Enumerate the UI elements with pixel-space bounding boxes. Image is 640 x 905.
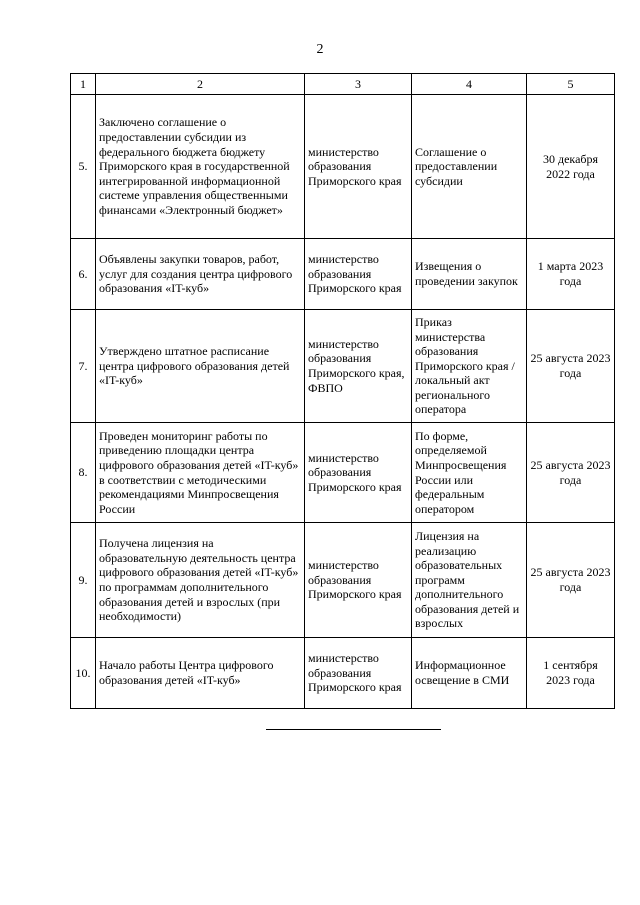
column-header: 2	[96, 74, 305, 95]
table-row	[71, 638, 615, 709]
row-number: 10.	[71, 638, 96, 709]
event-cell: Заключено соглашение о предоставлении субсидии из федерального бюджета бюджету Приморского края в государственной интегрированной информационной системе управления общественными финансами «Электронный бюджет»	[96, 95, 305, 239]
table-row	[71, 423, 615, 523]
row-number: 7.	[71, 310, 96, 423]
event-cell: Проведен мониторинг работы по приведению площадки центра цифрового образования детей «IT-куб» в соответствии с методическими рекомендациями Минпросвещения России	[96, 423, 305, 523]
document-cell: Приказ министерства образования Приморского края /локальный акт регионального оператора	[412, 310, 527, 423]
table-row	[71, 310, 615, 423]
date-cell: 25 августа 2023 года	[527, 423, 615, 523]
responsible-cell: министерство образования Приморского края	[305, 638, 412, 709]
row-number: 6.	[71, 239, 96, 310]
date-cell: 1 сентября 2023 года	[527, 638, 615, 709]
date-cell: 1 марта 2023 года	[527, 239, 615, 310]
table-row	[71, 239, 615, 310]
activities-table	[70, 73, 615, 709]
event-cell: Объявлены закупки товаров, работ, услуг для создания центра цифрового образования «IT-куб»	[96, 239, 305, 310]
responsible-cell: министерство образования Приморского края	[305, 523, 412, 638]
row-number: 8.	[71, 423, 96, 523]
row-number: 5.	[71, 95, 96, 239]
document-cell: По форме, определяемой Минпросвещения России или федеральным оператором	[412, 423, 527, 523]
responsible-cell: министерство образования Приморского края	[305, 95, 412, 239]
end-of-document-rule	[266, 729, 441, 730]
column-header: 3	[305, 74, 412, 95]
table-row	[71, 95, 615, 239]
responsible-cell: министерство образования Приморского края	[305, 423, 412, 523]
row-number: 9.	[71, 523, 96, 638]
table-header-row	[71, 74, 615, 95]
date-cell: 30 декабря 2022 года	[527, 95, 615, 239]
event-cell: Начало работы Центра цифрового образования детей «IT-куб»	[96, 638, 305, 709]
event-cell: Утверждено штатное расписание центра цифрового образования детей «IT-куб»	[96, 310, 305, 423]
document-cell: Извещения о проведении закупок	[412, 239, 527, 310]
responsible-cell: министерство образования Приморского края, ФВПО	[305, 310, 412, 423]
column-header: 4	[412, 74, 527, 95]
event-cell: Получена лицензия на образовательную деятельность центра цифрового образования детей «IT-куб» по программам дополнительного образования детей и взрослых (при необходимости)	[96, 523, 305, 638]
page-number: 2	[316, 42, 324, 57]
table-row	[71, 523, 615, 638]
document-cell: Соглашение о предоставлении субсидии	[412, 95, 527, 239]
column-header: 1	[71, 74, 96, 95]
date-cell: 25 августа 2023 года	[527, 523, 615, 638]
document-cell: Информационное освещение в СМИ	[412, 638, 527, 709]
responsible-cell: министерство образования Приморского края	[305, 239, 412, 310]
date-cell: 25 августа 2023 года	[527, 310, 615, 423]
column-header: 5	[527, 74, 615, 95]
document-cell: Лицензия на реализацию образовательных программ дополнительного образования детей и взрослых	[412, 523, 527, 638]
